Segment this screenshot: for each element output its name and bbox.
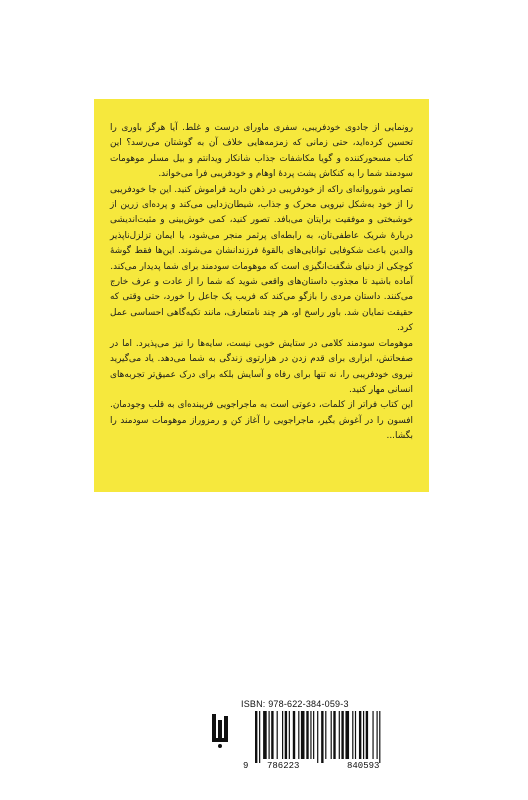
barcode-bar — [282, 711, 283, 759]
barcode-bar — [379, 711, 380, 763]
barcode-bar — [269, 711, 270, 759]
barcode-bar — [317, 711, 318, 763]
barcode-bar — [359, 711, 361, 759]
barcode-bar — [298, 711, 299, 759]
barcode-bar — [339, 711, 340, 759]
barcode-bar — [333, 711, 335, 759]
blurb-paragraph: تصاویر شوروانه‌ای راکه از خودفریبی در ذهن دارید فراموش کنید. این جا خودفریبی را از خود به‌شکل نیرویی محرک و جذاب، شیطان‌زدایی می‌کند و پرده‌ای زرین از خوشبختی و موفقیت برایتان می‌بافد. تصور کنید، کمی خوش‌بینی و مثبت‌اندیشی دربارهٔ شریک عاطفی‌تان، به رابطه‌ای پرثمر منجر می‌شود، یا ایمان تزلزل‌ناپذیر والدین باعث شکوفایی توانایی‌های بالقوهٔ فرزندانشان می‌شوند. این‌ها فقط گوشهٔ کوچکی از دنیای شگفت‌انگیزی است که موهومات سودمند برای شما پدیدار می‌کند. — [110, 184, 413, 272]
barcode-bar — [313, 711, 314, 759]
barcode-bar — [355, 711, 356, 759]
blurb-paragraph: رونمایی از جادوی خودفریبی، سفری ماورای درست و غلط. آیا هرگز باوری را تحسین کرده‌اید، حتی زمانی که زمزمه‌هایی خلاف آن به گوشتان می‌رسد؟ این کتاب مسحورکننده و گویا مکاشفات جذاب شانکار ویدانتم و بیل مسلر موهومات سودمند شما را به کنکاش پشت پردهٔ اوهام و خودفریبی فرا می‌خواند. — [110, 123, 413, 180]
barcode-bar — [277, 711, 278, 759]
barcode-bar — [325, 711, 326, 759]
barcode-bar — [331, 711, 332, 759]
barcode-bar — [341, 711, 343, 759]
barcode-bar — [321, 711, 323, 763]
barcode-bar — [293, 711, 295, 759]
ean-left-group: 786223 — [267, 761, 300, 771]
barcode-bar — [306, 711, 308, 759]
blurb-paragraph: آماده باشید تا مجذوب داستان‌های واقعی شوید که شما را از عادت و عرف خارج می‌کنند. داستان مردی را بازگو می‌کند که فریب یک جاعل را خورد، حتی وقتی که حقیقت نمایان شد. باور راسخ او، هر چند نامتعارف، مانند تکیه‌گاهی احساسی عمل کرد. — [110, 277, 413, 334]
barcode-bar — [372, 711, 373, 759]
blurb-paragraph: موهومات سودمند کلامی در ستایش خوبی نیست، سایه‌ها را نیز می‌پذیرد. اما در صفحاتش، ابزاری برای قدم زدن در هزارتوی زندگی به شما می‌دهد. یاد می‌گیرید نیروی خودفریبی را، نه تنها برای رفاه و آسایش بلکه برای درک عمیق‌تر تجربه‌های انسانی مهار کنید. — [110, 338, 413, 395]
barcode-bar — [259, 711, 260, 763]
barcode-bar — [271, 711, 273, 759]
barcode-bar — [310, 711, 311, 759]
barcode-bar — [285, 711, 287, 759]
barcode-bar — [301, 711, 305, 759]
barcode-bar — [363, 711, 364, 759]
barcode-bar — [352, 711, 353, 759]
ean-right-group: 840593 — [347, 761, 380, 771]
blurb-text — [110, 121, 413, 445]
barcode-bar — [289, 711, 290, 759]
barcode-bar — [255, 711, 257, 763]
barcode-bar — [345, 711, 349, 759]
blurb-paragraph: این کتاب فراتر از کلمات، دعوتی است به ماجراجویی فریبنده‌ای به قلب وجودمان. افسون را در آغوش بگیر، ماجراجویی را آغاز کن و رمزوراز موهومات سودمند را بگشا... — [110, 400, 413, 442]
isbn-label: ISBN: 978-622-384-059-3 — [241, 699, 349, 709]
barcode-bar — [366, 711, 368, 759]
barcode-bar — [263, 711, 267, 759]
ean-prefix: 9 — [243, 761, 249, 771]
blurb-panel — [94, 99, 429, 492]
publisher-logo-icon — [209, 712, 231, 750]
barcode — [237, 697, 427, 775]
barcode-bar — [377, 711, 378, 759]
